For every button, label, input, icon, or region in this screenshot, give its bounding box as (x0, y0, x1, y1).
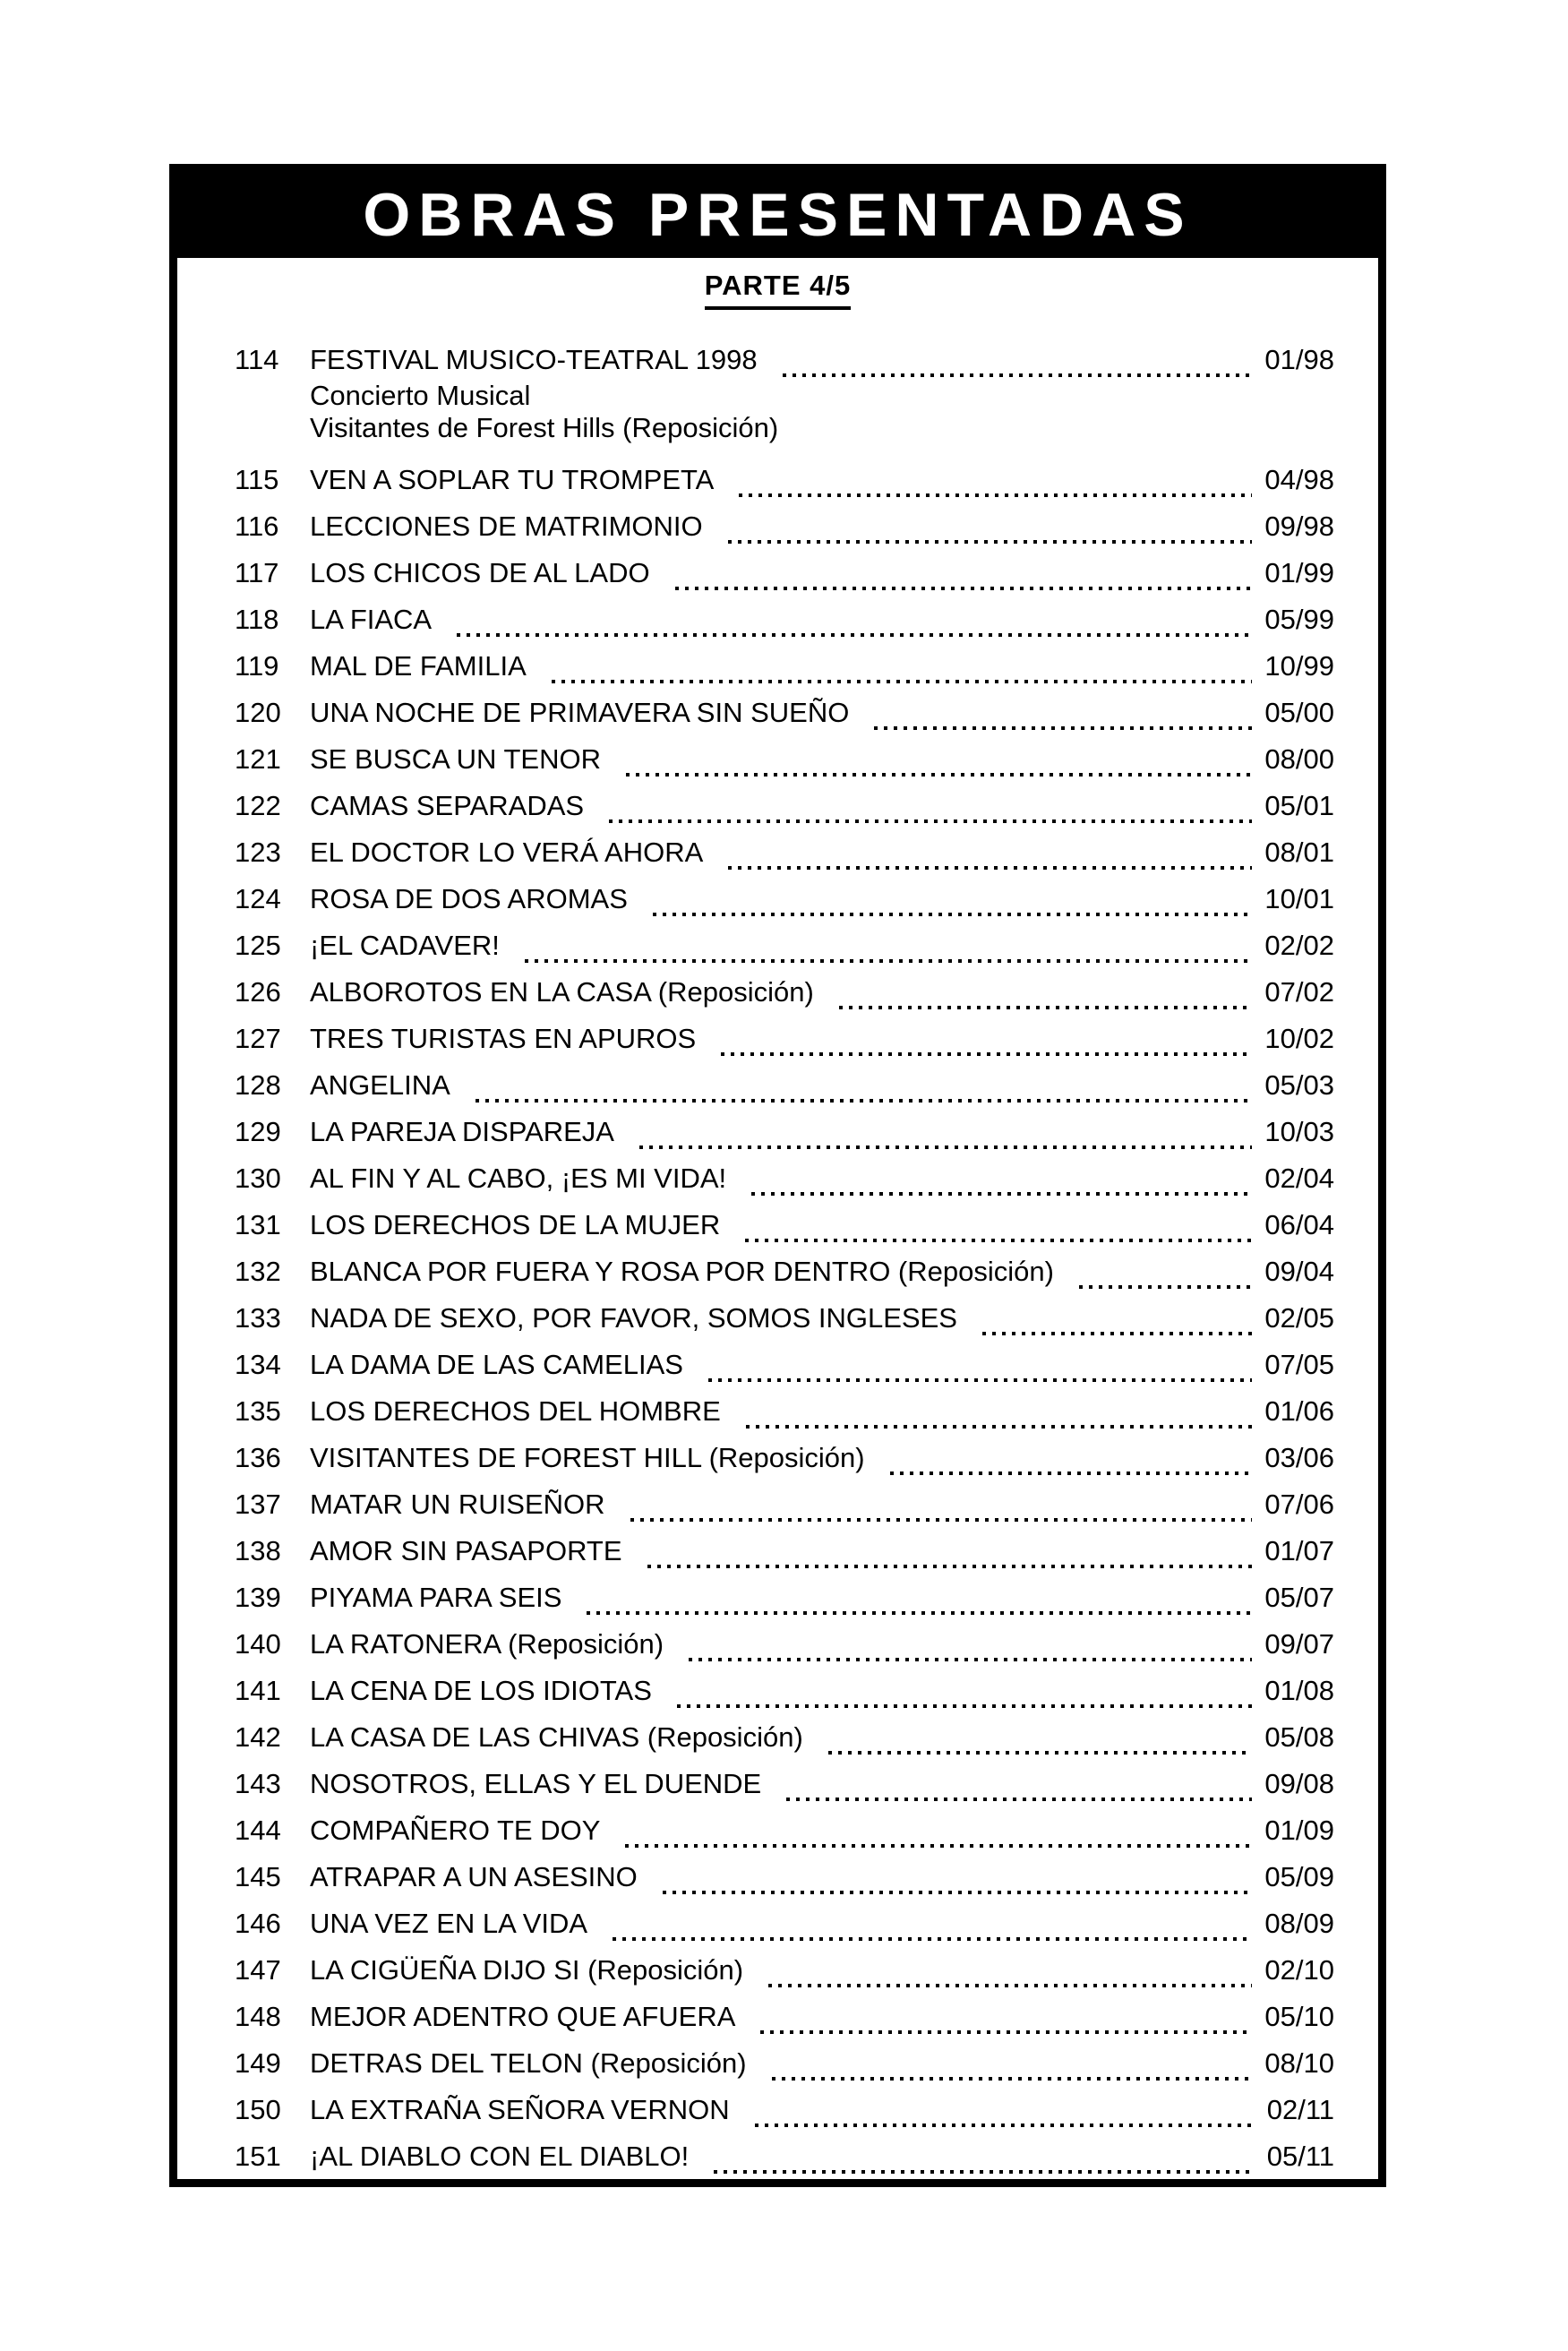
entry-date: 09/08 (1264, 1768, 1334, 1799)
entry-title: ¡AL DIABLO CON EL DIABLO! (310, 2141, 690, 2172)
dot-leader (525, 922, 1253, 969)
dot-leader (755, 2087, 1255, 2133)
entry-row (310, 969, 1334, 1016)
entry-number: 135 (235, 1395, 281, 1427)
work-entry (235, 1202, 1334, 1248)
work-entry (235, 1668, 1334, 1714)
entry-title: NADA DE SEXO, POR FAVOR, SOMOS INGLESES (310, 1302, 957, 1334)
entry-title: COMPAÑERO TE DOY (310, 1815, 601, 1846)
entry-date: 05/10 (1264, 2001, 1334, 2032)
entry-title: LOS CHICOS DE AL LADO (310, 557, 650, 588)
entry-main (310, 1621, 1334, 1668)
entry-title: LA CIGÜEÑA DIJO SI (Reposición) (310, 1954, 744, 1986)
entry-main (310, 1714, 1334, 1761)
entry-number: 119 (235, 650, 279, 682)
entry-title: LA CASA DE LAS CHIVAS (Reposición) (310, 1721, 803, 1753)
entry-row (310, 1481, 1334, 1528)
entry-number: 136 (235, 1442, 281, 1473)
entry-main (310, 690, 1334, 736)
entry-main (310, 1947, 1334, 1994)
work-entry (235, 1761, 1334, 1807)
entry-title: ATRAPAR A UN ASESINO (310, 1861, 638, 1892)
entry-main (310, 736, 1334, 783)
work-entry (235, 2133, 1334, 2180)
entry-title: AL FIN Y AL CABO, ¡ES MI VIDA! (310, 1163, 727, 1194)
entry-row (310, 783, 1334, 829)
entry-main (310, 1248, 1334, 1295)
entry-row (310, 1388, 1334, 1435)
entry-main (310, 1016, 1334, 1062)
entry-main (310, 2040, 1334, 2087)
dot-leader (728, 503, 1253, 550)
entry-date: 05/11 (1266, 2141, 1334, 2172)
entry-title: MATAR UN RUISEÑOR (310, 1489, 605, 1520)
entry-main (310, 1062, 1334, 1109)
entry-number: 116 (235, 511, 279, 542)
entry-title: UNA NOCHE DE PRIMAVERA SIN SUEÑO (310, 697, 850, 728)
entry-main (310, 596, 1334, 643)
entry-main (310, 1574, 1334, 1621)
entry-date: 08/00 (1264, 743, 1334, 775)
entry-number: 114 (235, 344, 279, 375)
entry-number: 123 (235, 837, 281, 868)
entry-row (310, 922, 1334, 969)
entry-row (310, 1854, 1334, 1901)
entry-title: LOS DERECHOS DEL HOMBRE (310, 1395, 721, 1427)
entry-main (310, 1854, 1334, 1901)
entry-title: PIYAMA PARA SEIS (310, 1582, 562, 1613)
entry-main (310, 1435, 1334, 1481)
entry-row (310, 1202, 1334, 1248)
dot-leader (721, 1016, 1252, 1062)
work-entry (235, 337, 1334, 457)
entry-title: AMOR SIN PASAPORTE (310, 1535, 622, 1566)
document-subtitle: PARTE 4/5 (705, 269, 851, 310)
entry-title: EL DOCTOR LO VERÁ AHORA (310, 837, 704, 868)
entry-number: 140 (235, 1628, 281, 1660)
entry-number: 115 (235, 464, 279, 495)
entry-date: 10/01 (1264, 883, 1334, 914)
dot-leader (739, 457, 1252, 503)
dot-leader (714, 2133, 1254, 2180)
entry-date: 01/09 (1264, 1815, 1334, 1846)
entry-date: 05/99 (1264, 604, 1334, 635)
entry-title: ALBOROTOS EN LA CASA (Reposición) (310, 976, 814, 1008)
entry-date: 10/99 (1264, 650, 1334, 682)
entry-number: 129 (235, 1116, 281, 1147)
work-entry (235, 503, 1334, 550)
entry-row (310, 1714, 1334, 1761)
dot-leader (552, 643, 1253, 690)
work-entry (235, 1574, 1334, 1621)
dot-leader (982, 1295, 1252, 1342)
entry-row (310, 1528, 1334, 1574)
entry-row (310, 1248, 1334, 1295)
entry-number: 143 (235, 1768, 281, 1799)
work-entry (235, 1481, 1334, 1528)
entry-title: LA FIACA (310, 604, 433, 635)
entry-date: 05/09 (1264, 1861, 1334, 1892)
entry-title: TRES TURISTAS EN APUROS (310, 1023, 697, 1054)
entry-date: 05/08 (1264, 1721, 1334, 1753)
entry-number: 127 (235, 1023, 281, 1054)
work-entry (235, 1016, 1334, 1062)
entry-row (310, 1668, 1334, 1714)
entry-row (310, 1901, 1334, 1947)
entry-main (310, 1668, 1334, 1714)
entry-row (310, 643, 1334, 690)
document-title: OBRAS PRESENTADAS (177, 172, 1378, 258)
work-entry (235, 2040, 1334, 2087)
entry-title: LA CENA DE LOS IDIOTAS (310, 1675, 652, 1706)
entry-title: BLANCA POR FUERA Y ROSA POR DENTRO (Reposición) (310, 1256, 1054, 1287)
work-entry (235, 690, 1334, 736)
dot-leader (708, 1342, 1252, 1388)
entry-number: 132 (235, 1256, 281, 1287)
entry-date: 09/07 (1264, 1628, 1334, 1660)
entry-date: 09/04 (1264, 1256, 1334, 1287)
entry-number: 147 (235, 1954, 281, 1986)
entry-number: 131 (235, 1209, 281, 1240)
entry-main (310, 1901, 1334, 1947)
entry-date: 05/03 (1264, 1069, 1334, 1101)
work-entry (235, 876, 1334, 922)
entry-main (310, 876, 1334, 922)
entry-row (310, 1155, 1334, 1202)
entry-row (310, 1994, 1334, 2040)
entry-number: 134 (235, 1349, 281, 1380)
entry-row (310, 1621, 1334, 1668)
entry-main (310, 783, 1334, 829)
subtitle-row (177, 269, 1378, 310)
entry-main (310, 1761, 1334, 1807)
entry-row (310, 550, 1334, 596)
entry-number: 151 (235, 2141, 281, 2172)
work-entry (235, 2087, 1334, 2133)
entry-date: 07/06 (1264, 1489, 1334, 1520)
entry-main (310, 337, 1334, 457)
dot-leader (647, 1528, 1253, 1574)
work-entry (235, 969, 1334, 1016)
entry-date: 02/10 (1264, 1954, 1334, 1986)
work-entry (235, 922, 1334, 969)
entry-number: 141 (235, 1675, 281, 1706)
entry-row (310, 1016, 1334, 1062)
entry-number: 118 (235, 604, 279, 635)
entry-title: UNA VEZ EN LA VIDA (310, 1908, 588, 1939)
entry-row (310, 457, 1334, 503)
entry-number: 150 (235, 2094, 281, 2125)
entry-date: 07/05 (1264, 1349, 1334, 1380)
entry-subline: Visitantes de Forest Hills (Reposición) (310, 412, 779, 443)
entry-number: 137 (235, 1489, 281, 1520)
entry-row (310, 596, 1334, 643)
work-entry (235, 1342, 1334, 1388)
entry-main (310, 503, 1334, 550)
entry-row (310, 1947, 1334, 1994)
dot-leader (745, 1202, 1252, 1248)
entry-number: 138 (235, 1535, 281, 1566)
entry-title: LECCIONES DE MATRIMONIO (310, 511, 703, 542)
entry-row (310, 690, 1334, 736)
entry-number: 149 (235, 2047, 281, 2079)
dot-leader (639, 1109, 1252, 1155)
entry-row (310, 1761, 1334, 1807)
entry-title: LA PAREJA DISPAREJA (310, 1116, 614, 1147)
dot-leader (630, 1481, 1253, 1528)
entry-title: LA EXTRAÑA SEÑORA VERNON (310, 2094, 730, 2125)
entry-title: FESTIVAL MUSICO-TEATRAL 1998 (310, 344, 758, 375)
dot-leader (1079, 1248, 1252, 1295)
entry-date: 08/01 (1264, 837, 1334, 868)
entry-number: 148 (235, 2001, 281, 2032)
work-entry (235, 1947, 1334, 1994)
entry-date: 02/05 (1264, 1302, 1334, 1334)
dot-leader (783, 337, 1253, 383)
entry-number: 121 (235, 743, 281, 775)
dot-leader (728, 829, 1252, 876)
entry-date: 01/08 (1264, 1675, 1334, 1706)
entry-row (310, 736, 1334, 783)
entry-title: MAL DE FAMILIA (310, 650, 527, 682)
entry-title: MEJOR ADENTRO QUE AFUERA (310, 2001, 736, 2032)
entry-main (310, 2133, 1334, 2180)
work-entry (235, 1854, 1334, 1901)
entry-row (310, 876, 1334, 922)
entry-row (310, 829, 1334, 876)
dot-leader (457, 596, 1252, 643)
entry-main (310, 1388, 1334, 1435)
work-entry (235, 457, 1334, 503)
entry-date: 06/04 (1264, 1209, 1334, 1240)
dot-leader (587, 1574, 1252, 1621)
entry-date: 07/02 (1264, 976, 1334, 1008)
work-entry (235, 596, 1334, 643)
dot-leader (768, 1947, 1252, 1994)
entry-title: ANGELINA (310, 1069, 450, 1101)
dot-leader (746, 1388, 1253, 1435)
entry-main (310, 922, 1334, 969)
entry-number: 117 (235, 557, 279, 588)
entry-date: 05/00 (1264, 697, 1334, 728)
entry-number: 130 (235, 1163, 281, 1194)
entry-row (310, 1062, 1334, 1109)
entry-subline: Concierto Musical (310, 380, 531, 411)
entry-row (310, 2040, 1334, 2087)
entry-date: 01/06 (1264, 1395, 1334, 1427)
work-entry (235, 1062, 1334, 1109)
entry-main (310, 1994, 1334, 2040)
entry-title: LA DAMA DE LAS CAMELIAS (310, 1349, 683, 1380)
dot-leader (675, 550, 1253, 596)
entry-title: DETRAS DEL TELON (Reposición) (310, 2047, 747, 2079)
dot-leader (828, 1714, 1253, 1761)
entry-number: 125 (235, 930, 281, 961)
document-frame (169, 164, 1386, 2187)
entry-main (310, 829, 1334, 876)
entry-main (310, 643, 1334, 690)
work-entry (235, 643, 1334, 690)
entry-date: 05/01 (1264, 790, 1334, 821)
entry-date: 10/03 (1264, 1116, 1334, 1147)
entry-row (310, 503, 1334, 550)
entry-main (310, 1202, 1334, 1248)
entry-row (310, 1574, 1334, 1621)
entry-date: 02/11 (1266, 2094, 1334, 2125)
dot-leader (653, 876, 1253, 922)
entry-number: 139 (235, 1582, 281, 1613)
dot-leader (890, 1435, 1253, 1481)
entry-title: SE BUSCA UN TENOR (310, 743, 602, 775)
entry-date: 03/06 (1264, 1442, 1334, 1473)
entry-number: 142 (235, 1721, 281, 1753)
entry-sublines (310, 380, 1334, 444)
entry-row (310, 1807, 1334, 1854)
entry-main (310, 1528, 1334, 1574)
work-entry (235, 1248, 1334, 1295)
work-entry (235, 1807, 1334, 1854)
entry-date: 02/04 (1264, 1163, 1334, 1194)
work-entry (235, 1155, 1334, 1202)
entry-title: LA RATONERA (Reposición) (310, 1628, 664, 1660)
entry-date: 10/02 (1264, 1023, 1334, 1054)
dot-leader (874, 690, 1252, 736)
entry-date: 04/98 (1264, 464, 1334, 495)
entry-main (310, 457, 1334, 503)
work-entry (235, 1714, 1334, 1761)
entry-row (310, 2133, 1334, 2180)
entry-date: 01/99 (1264, 557, 1334, 588)
dot-leader (609, 783, 1252, 829)
work-entry (235, 1388, 1334, 1435)
entry-number: 144 (235, 1815, 281, 1846)
dot-leader (786, 1761, 1252, 1807)
work-entry (235, 1109, 1334, 1155)
entry-main (310, 1342, 1334, 1388)
entry-main (310, 1109, 1334, 1155)
entry-main (310, 550, 1334, 596)
entry-main (310, 969, 1334, 1016)
entry-number: 128 (235, 1069, 281, 1101)
entry-title: VISITANTES DE FOREST HILL (Reposición) (310, 1442, 865, 1473)
entry-number: 133 (235, 1302, 281, 1334)
entry-number: 120 (235, 697, 281, 728)
entry-number: 122 (235, 790, 281, 821)
entry-number: 124 (235, 883, 281, 914)
entry-main (310, 2087, 1334, 2133)
entry-main (310, 1807, 1334, 1854)
dot-leader (476, 1062, 1253, 1109)
dot-leader (663, 1854, 1253, 1901)
dot-leader (689, 1621, 1252, 1668)
entry-date: 05/07 (1264, 1582, 1334, 1613)
entry-title: ¡EL CADAVER! (310, 930, 500, 961)
work-entry (235, 736, 1334, 783)
dot-leader (625, 1807, 1252, 1854)
dot-leader (751, 1155, 1252, 1202)
entry-row (310, 1109, 1334, 1155)
entry-main (310, 1481, 1334, 1528)
entry-date: 01/98 (1264, 344, 1334, 375)
entry-row (310, 337, 1334, 383)
entry-title: NOSOTROS, ELLAS Y EL DUENDE (310, 1768, 762, 1799)
works-list (235, 337, 1334, 2180)
entry-date: 02/02 (1264, 930, 1334, 961)
entry-number: 145 (235, 1861, 281, 1892)
entry-number: 146 (235, 1908, 281, 1939)
dot-leader (760, 1994, 1252, 2040)
entry-date: 08/10 (1264, 2047, 1334, 2079)
entry-date: 08/09 (1264, 1908, 1334, 1939)
work-entry (235, 550, 1334, 596)
work-entry (235, 1901, 1334, 1947)
entry-row (310, 1295, 1334, 1342)
dot-leader (626, 736, 1252, 783)
entry-title: CAMAS SEPARADAS (310, 790, 585, 821)
work-entry (235, 1621, 1334, 1668)
dot-leader (677, 1668, 1253, 1714)
entry-title: VEN A SOPLAR TU TROMPETA (310, 464, 715, 495)
work-entry (235, 1295, 1334, 1342)
work-entry (235, 829, 1334, 876)
work-entry (235, 1435, 1334, 1481)
entry-row (310, 2087, 1334, 2133)
work-entry (235, 783, 1334, 829)
entry-row (310, 1342, 1334, 1388)
entry-date: 01/07 (1264, 1535, 1334, 1566)
entry-number: 126 (235, 976, 281, 1008)
entry-main (310, 1295, 1334, 1342)
entry-title: ROSA DE DOS AROMAS (310, 883, 628, 914)
entry-main (310, 1155, 1334, 1202)
dot-leader (839, 969, 1253, 1016)
dot-leader (613, 1901, 1252, 1947)
entry-date: 09/98 (1264, 511, 1334, 542)
entry-row (310, 1435, 1334, 1481)
dot-leader (772, 2040, 1253, 2087)
entry-title: LOS DERECHOS DE LA MUJER (310, 1209, 721, 1240)
work-entry (235, 1994, 1334, 2040)
work-entry (235, 1528, 1334, 1574)
